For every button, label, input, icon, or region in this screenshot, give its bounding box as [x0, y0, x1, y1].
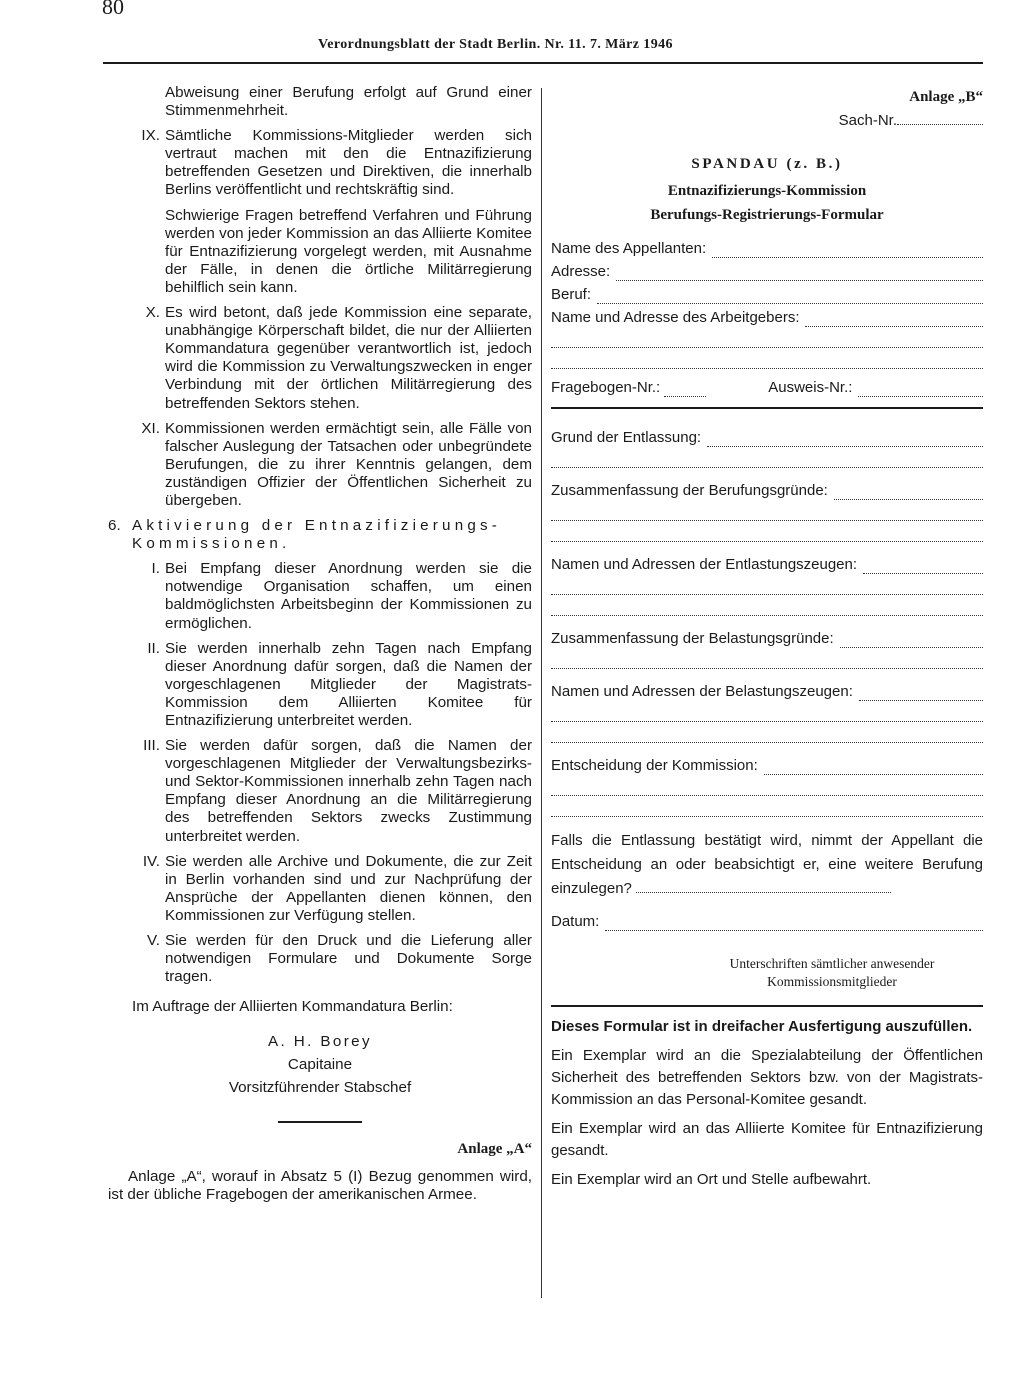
sach-nr-label: Sach-Nr.	[838, 112, 897, 129]
field-commission-decision	[551, 757, 983, 775]
field-label: Datum:	[551, 913, 600, 930]
signatures-caption: Unterschriften sämtlicher anwesender Kommissionsmitglieder	[729, 956, 935, 989]
sub-item-number: V.	[147, 932, 160, 950]
form-title-form: Berufungs-Registrierungs-Formular	[650, 207, 884, 223]
form-title-commission: Entnazifizierungs-Kommission	[667, 183, 867, 199]
field-label: Grund der Entlassung:	[551, 429, 702, 446]
sub-item	[108, 932, 532, 986]
field-label: Namen und Adressen der Belastungszeugen:	[551, 683, 853, 700]
prosecution-witnesses-input[interactable]	[859, 688, 983, 701]
running-head: Verordnungsblatt der Stadt Berlin. Nr. 11. 7. März 1946	[318, 37, 673, 52]
commission-decision-input[interactable]	[764, 762, 983, 775]
list-item	[108, 127, 532, 199]
signatory-rank: Capitaine	[287, 1056, 353, 1074]
field-date	[551, 913, 983, 931]
copy-distribution-1: Ein Exemplar wird an die Spezialabteilung der Öffentlichen Sicherheit des betreffenden Sektors bzw. von der Magistrats-Kommission an das Personal-Komitee gesandt.	[551, 1047, 983, 1108]
appeal-summary-line[interactable]	[551, 500, 983, 521]
appeal-summary-line[interactable]	[551, 521, 983, 542]
field-charges-summary	[551, 630, 983, 648]
form-divider	[551, 407, 983, 409]
dismissal-reason-line[interactable]	[551, 447, 983, 468]
field-further-appeal	[551, 829, 983, 901]
field-label: Ausweis-Nr.:	[768, 379, 853, 396]
date-input[interactable]	[605, 918, 983, 931]
sub-item-text: Sie werden alle Archive und Dokumente, die zur Zeit in Berlin vorhanden sind und zur Nachprüfung der Ansprüche der Appellanten dienen können, den Kommissionen zur Verfügung stellen.	[165, 852, 532, 924]
sub-item-text: Bei Empfang dieser Anordnung werden sie die notwendige Organisation schaffen, um einen baldmöglichsten Arbeitsbeginn der Kommissionen zu ermöglichen.	[165, 560, 532, 632]
charges-summary-line[interactable]	[551, 648, 983, 669]
field-appeal-summary	[551, 482, 983, 500]
column-divider	[541, 88, 542, 1298]
item-number: XI.	[141, 419, 160, 437]
anlage-b-heading: Anlage „B“	[909, 89, 983, 105]
copy-distribution-2: Ein Exemplar wird an das Alliierte Komitee für Entnazifizierung gesandt.	[551, 1120, 983, 1159]
triplicate-note: Dieses Formular ist in dreifacher Ausfertigung auszufüllen.	[551, 1018, 973, 1035]
address-input[interactable]	[616, 268, 983, 281]
field-label: Name des Appellanten:	[551, 240, 707, 257]
dismissal-reason-input[interactable]	[707, 434, 983, 447]
signature-block	[108, 1030, 532, 1099]
section-number: 6.	[108, 517, 121, 535]
form-title-district: SPANDAU (z. B.)	[691, 156, 843, 172]
anlage-a-text: Anlage „A“, worauf in Absatz 5 (I) Bezug genommen wird, ist der übliche Fragebogen der amerikanischen Armee.	[108, 1167, 532, 1203]
sub-item	[108, 560, 532, 632]
page-number: 80	[102, 0, 124, 19]
closing-line: Im Auftrage der Alliierten Kommandatura Berlin:	[132, 998, 453, 1016]
field-appellant-name	[551, 240, 983, 258]
sub-item	[108, 853, 532, 925]
section-heading	[108, 517, 532, 553]
occupation-input[interactable]	[597, 291, 983, 304]
field-address	[551, 263, 983, 281]
left-column	[108, 84, 532, 1204]
sub-item	[108, 737, 532, 846]
item-number: X.	[145, 304, 160, 322]
sub-item-text: Sie werden für den Druck und die Lieferung aller notwendigen Formulare und Dokumente Sorge tragen.	[165, 932, 532, 986]
signatory-name: A. H. Borey	[267, 1033, 373, 1051]
divider	[278, 1121, 362, 1123]
field-label: Namen und Adressen der Entlastungszeugen:	[551, 556, 858, 573]
sach-nr-field[interactable]	[897, 112, 983, 125]
item-text: Es wird betont, daß jede Kommission eine separate, unabhängige Körperschaft bildet, die nur der Alliierten Kommandatura gegenüber verantwortlich ist, jedoch wird die Kommission zu Verwaltungszwecken in enger Verbindung mit der örtlichen Militärregierung des betreffenden Sektors stehen.	[165, 304, 532, 412]
field-label: Beruf:	[551, 286, 592, 303]
item-continuation: Schwierige Fragen betreffend Verfahren und Führung werden von jeder Kommission an das Alliierte Komitee für Entnazifizierung vorgelegt werden, mit Ausnahme der Fälle, in denen die örtliche Militärregierung behilflich sein kann.	[165, 206, 532, 296]
list-item	[108, 420, 532, 510]
field-label: Fragebogen-Nr.:	[551, 379, 661, 396]
appellant-name-input[interactable]	[712, 245, 983, 258]
prosecution-witnesses-line[interactable]	[551, 722, 983, 743]
right-column	[551, 84, 983, 1191]
sub-item-number: II.	[147, 639, 160, 657]
field-id-numbers	[551, 379, 983, 397]
sub-item-number: III.	[143, 737, 160, 755]
intro-paragraph: Abweisung einer Berufung erfolgt auf Grund einer Stimmenmehrheit.	[165, 84, 532, 120]
appeal-summary-input[interactable]	[834, 487, 983, 500]
item-text: Sämtliche Kommissions-Mitglieder werden sich vertraut machen mit den die Entnazifizierung betreffenden Gesetzen und Direktiven, die innerhalb Berlins veröffentlicht und rechtskräftig sind.	[165, 127, 532, 199]
exoneration-witnesses-line[interactable]	[551, 574, 983, 595]
field-dismissal-reason	[551, 429, 983, 447]
field-exoneration-witnesses	[551, 556, 983, 574]
field-label: Zusammenfassung der Berufungsgründe:	[551, 482, 828, 499]
further-appeal-input[interactable]	[636, 880, 891, 893]
id-no-input[interactable]	[858, 384, 983, 397]
anlage-a-heading: Anlage „A“	[457, 1141, 532, 1158]
sub-item-text: Sie werden innerhalb zehn Tagen nach Empfang dieser Anordnung dafür sorgen, daß die Namen der vorgeschlagenen Mitglieder der Magistrats-Kommission dem Alliierten Komitee für Entnazifizierung unterbreitet werden.	[165, 639, 532, 729]
field-label: Falls die Entlassung bestätigt wird, nimmt der Appellant die Entscheidung an oder beabsichtigt er, eine weitere Berufung einzulegen?	[551, 832, 983, 897]
field-label: Adresse:	[551, 263, 611, 280]
field-label: Zusammenfassung der Belastungsgründe:	[551, 630, 834, 647]
exoneration-witnesses-line[interactable]	[551, 595, 983, 616]
field-employer	[551, 309, 983, 327]
commission-decision-line[interactable]	[551, 775, 983, 796]
employer-input[interactable]	[805, 314, 983, 327]
questionnaire-no-input[interactable]	[664, 384, 706, 397]
commission-decision-line[interactable]	[551, 796, 983, 817]
signatory-role: Vorsitzführender Stabschef	[228, 1079, 412, 1097]
item-number: IX.	[141, 127, 160, 145]
sub-item	[108, 640, 532, 730]
item-text: Kommissionen werden ermächtigt sein, alle Fälle von falscher Auslegung der Tatsachen oder unbegründete Berufungen, die zu ihrer Kenntnis gelangen, dem zuständigen Offizier der Öffentlichen Sicherheit zu übergeben.	[165, 419, 532, 509]
sub-item-number: I.	[151, 560, 160, 578]
employer-input-line[interactable]	[551, 348, 983, 369]
header-rule	[103, 62, 983, 64]
sach-nr	[551, 112, 983, 130]
prosecution-witnesses-line[interactable]	[551, 701, 983, 722]
charges-summary-input[interactable]	[840, 635, 983, 648]
field-occupation	[551, 286, 983, 304]
field-label: Name und Adresse des Arbeitgebers:	[551, 309, 800, 326]
employer-input-line[interactable]	[551, 327, 983, 348]
field-prosecution-witnesses	[551, 683, 983, 701]
section-title: Aktivierung der Entnazifizierungs-Kommissionen.	[132, 517, 502, 553]
list-item	[108, 304, 532, 413]
exoneration-witnesses-input[interactable]	[863, 561, 983, 574]
sub-item-text: Sie werden dafür sorgen, daß die Namen der vorgeschlagenen Mitglieder der Verwaltungsbezirks- und Sektor-Kommissionen innerhalb zehn Tagen nach Empfang dieser Anordnung an die Militärregierung des betreffenden Sektors zwecks Zustimmung unterbreitet werden.	[165, 737, 532, 845]
sub-item-number: IV.	[142, 852, 160, 870]
copy-distribution-3: Ein Exemplar wird an Ort und Stelle aufbewahrt.	[551, 1171, 872, 1188]
form-bottom-rule	[551, 1005, 983, 1007]
field-label: Entscheidung der Kommission:	[551, 757, 758, 774]
